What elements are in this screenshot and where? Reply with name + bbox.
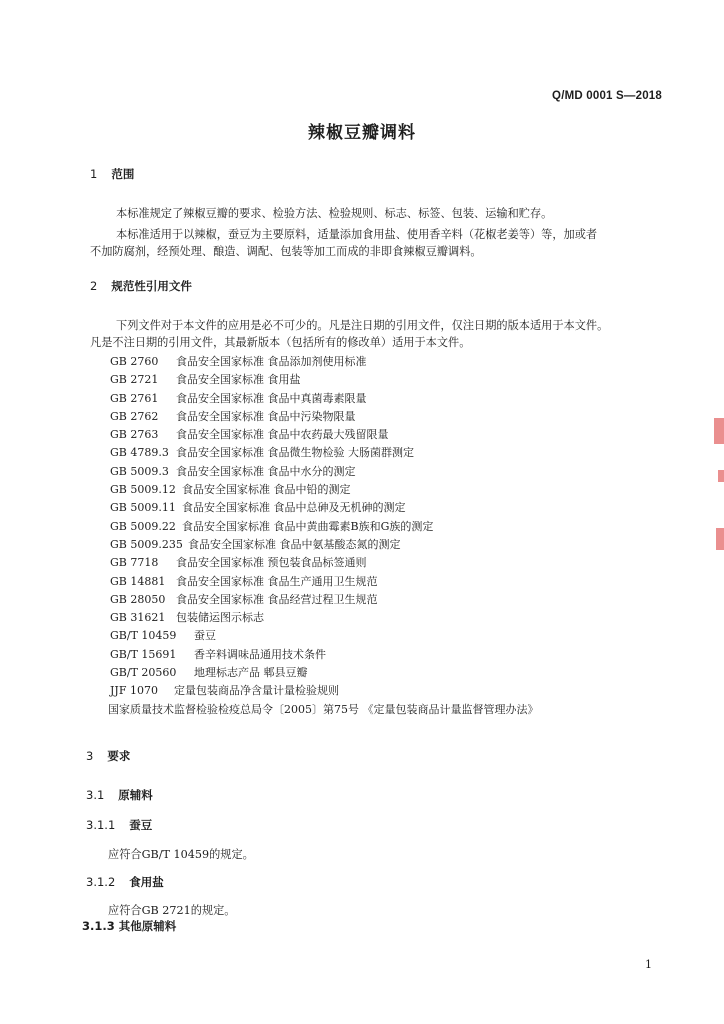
section-title: 要求 xyxy=(107,749,131,763)
reference-title: 食品安全国家标准 食品经营过程卫生规范 xyxy=(176,592,378,606)
scope-paragraph-1: 本标准规定了辣椒豆瓣的要求、检验方法、检验规则、标志、标签、包装、运输和贮存。 xyxy=(116,207,553,220)
reference-title: 食品安全国家标准 预包装食品标签通则 xyxy=(176,556,367,570)
reference-code: GB/T 20560 xyxy=(110,666,177,680)
standard-code: Q/MD 0001 S—2018 xyxy=(552,90,662,102)
reference-list xyxy=(110,353,539,719)
reference-code: GB 28050 xyxy=(110,592,166,606)
reference-title: 食品安全国家标准 食品中污染物限量 xyxy=(176,409,356,423)
salt-requirement: 应符合GB 2721的规定。 xyxy=(108,904,236,917)
section-number: 3 xyxy=(86,749,94,763)
reference-item xyxy=(110,554,539,572)
reference-title: 食品安全国家标准 食品中总砷及无机砷的测定 xyxy=(182,501,406,515)
reference-code: GB 5009.11 xyxy=(110,501,176,515)
seal-stamp-mark xyxy=(718,470,724,482)
reference-title: 食品安全国家标准 食品添加剂使用标准 xyxy=(176,355,367,368)
section-3-1-heading xyxy=(86,787,153,803)
reference-title: 食品安全国家标准 食品中真菌毒素限量 xyxy=(176,391,367,405)
reference-item xyxy=(110,682,539,700)
reference-item xyxy=(110,609,539,627)
document-title: 辣椒豆瓣调料 xyxy=(308,123,416,143)
page-number: 1 xyxy=(645,958,652,971)
seal-stamp-mark xyxy=(714,418,724,444)
reference-code: GB 7718 xyxy=(110,556,159,570)
reference-code: GB 2762 xyxy=(110,409,159,423)
section-number: 3.1.2 xyxy=(86,875,116,889)
section-number: 3.1.1 xyxy=(86,818,116,832)
reference-item xyxy=(110,390,539,408)
section-3-1-1-heading xyxy=(86,817,152,833)
scope-paragraph-2-line-1: 本标准适用于以辣椒，蚕豆为主要原料，适量添加食用盐、使用香辛料（花椒老姜等）等，加或者 xyxy=(116,228,598,241)
reference-code: GB 2721 xyxy=(110,373,159,387)
reference-item xyxy=(110,426,539,444)
section-3-heading xyxy=(86,748,130,764)
section-title: 其他原辅料 xyxy=(118,919,177,933)
normative-intro-line-2: 凡是不注日期的引用文件，其最新版本（包括所有的修改单）适用于本文件。 xyxy=(90,336,471,349)
section-title: 原辅料 xyxy=(118,788,153,802)
reference-item xyxy=(110,664,539,682)
section-title: 食用盐 xyxy=(129,875,164,889)
reference-item xyxy=(110,444,539,462)
section-2-heading xyxy=(90,278,192,294)
reference-item xyxy=(110,353,539,371)
reference-title: 食品安全国家标准 食品中铅的测定 xyxy=(182,483,351,497)
reference-item xyxy=(110,481,539,499)
reference-item xyxy=(110,573,539,591)
reference-code: JJF 1070 xyxy=(110,684,158,698)
reference-code: GB 5009.22 xyxy=(110,519,176,533)
section-title: 范围 xyxy=(111,167,135,181)
section-title: 蚕豆 xyxy=(129,818,153,832)
reference-title: 食品安全国家标准 食品中黄曲霉素B族和G族的测定 xyxy=(182,519,434,533)
reference-title: 地理标志产品 郫县豆瓣 xyxy=(194,666,308,680)
reference-code: GB 5009.3 xyxy=(110,464,169,478)
broad-bean-requirement: 应符合GB/T 10459的规定。 xyxy=(108,848,254,861)
section-number: 1 xyxy=(90,167,98,181)
reference-code: GB 4789.3 xyxy=(110,446,169,460)
reference-title: 包装储运图示标志 xyxy=(176,611,264,625)
scope-paragraph-2-line-2: 不加防腐剂，经预处理、酿造、调配、包装等加工而成的非即食辣椒豆瓣调料。 xyxy=(90,245,482,258)
reference-item xyxy=(110,463,539,481)
section-number: 3.1.3 xyxy=(82,919,115,933)
reference-item xyxy=(110,371,539,389)
reference-code: GB 31621 xyxy=(110,611,166,625)
reference-code: GB 5009.235 xyxy=(110,537,183,551)
reference-title: 食品安全国家标准 食用盐 xyxy=(176,373,301,387)
section-3-1-3-heading xyxy=(82,918,176,934)
reference-item xyxy=(108,701,539,719)
reference-item xyxy=(110,499,539,517)
reference-title: 蚕豆 xyxy=(194,629,216,643)
section-title: 规范性引用文件 xyxy=(111,279,192,293)
reference-title: 食品安全国家标准 食品中水分的测定 xyxy=(176,464,356,478)
reference-item xyxy=(110,518,539,536)
reference-title: 国家质量技术监督检验检疫总局令〔2005〕第75号 《定量包装商品计量监督管理办法》 xyxy=(108,702,539,716)
section-number: 3.1 xyxy=(86,788,105,802)
reference-code: GB 2761 xyxy=(110,391,159,405)
reference-title: 定量包装商品净含量计量检验规则 xyxy=(174,684,339,698)
reference-code: GB 2760 xyxy=(110,355,159,368)
reference-item xyxy=(110,408,539,426)
section-3-1-2-heading xyxy=(86,874,164,890)
reference-item xyxy=(110,627,539,645)
reference-item xyxy=(110,536,539,554)
reference-title: 食品安全国家标准 食品生产通用卫生规范 xyxy=(176,574,378,588)
reference-title: 香辛料调味品通用技术条件 xyxy=(194,647,326,661)
normative-intro-line-1: 下列文件对于本文件的应用是必不可少的。凡是注日期的引用文件，仅注日期的版本适用于本文件。 xyxy=(116,319,609,332)
reference-title: 食品安全国家标准 食品微生物检验 大肠菌群测定 xyxy=(176,446,414,460)
reference-code: GB/T 15691 xyxy=(110,647,177,661)
section-number: 2 xyxy=(90,279,98,293)
reference-code: GB 5009.12 xyxy=(110,483,176,497)
section-1-heading xyxy=(90,166,134,182)
seal-stamp-mark xyxy=(716,528,724,550)
reference-item xyxy=(110,591,539,609)
reference-code: GB/T 10459 xyxy=(110,629,177,643)
reference-code: GB 2763 xyxy=(110,428,159,442)
reference-code: GB 14881 xyxy=(110,574,166,588)
reference-title: 食品安全国家标准 食品中农药最大残留限量 xyxy=(176,428,389,442)
reference-title: 食品安全国家标准 食品中氨基酸态氮的测定 xyxy=(188,537,401,551)
reference-item xyxy=(110,646,539,664)
